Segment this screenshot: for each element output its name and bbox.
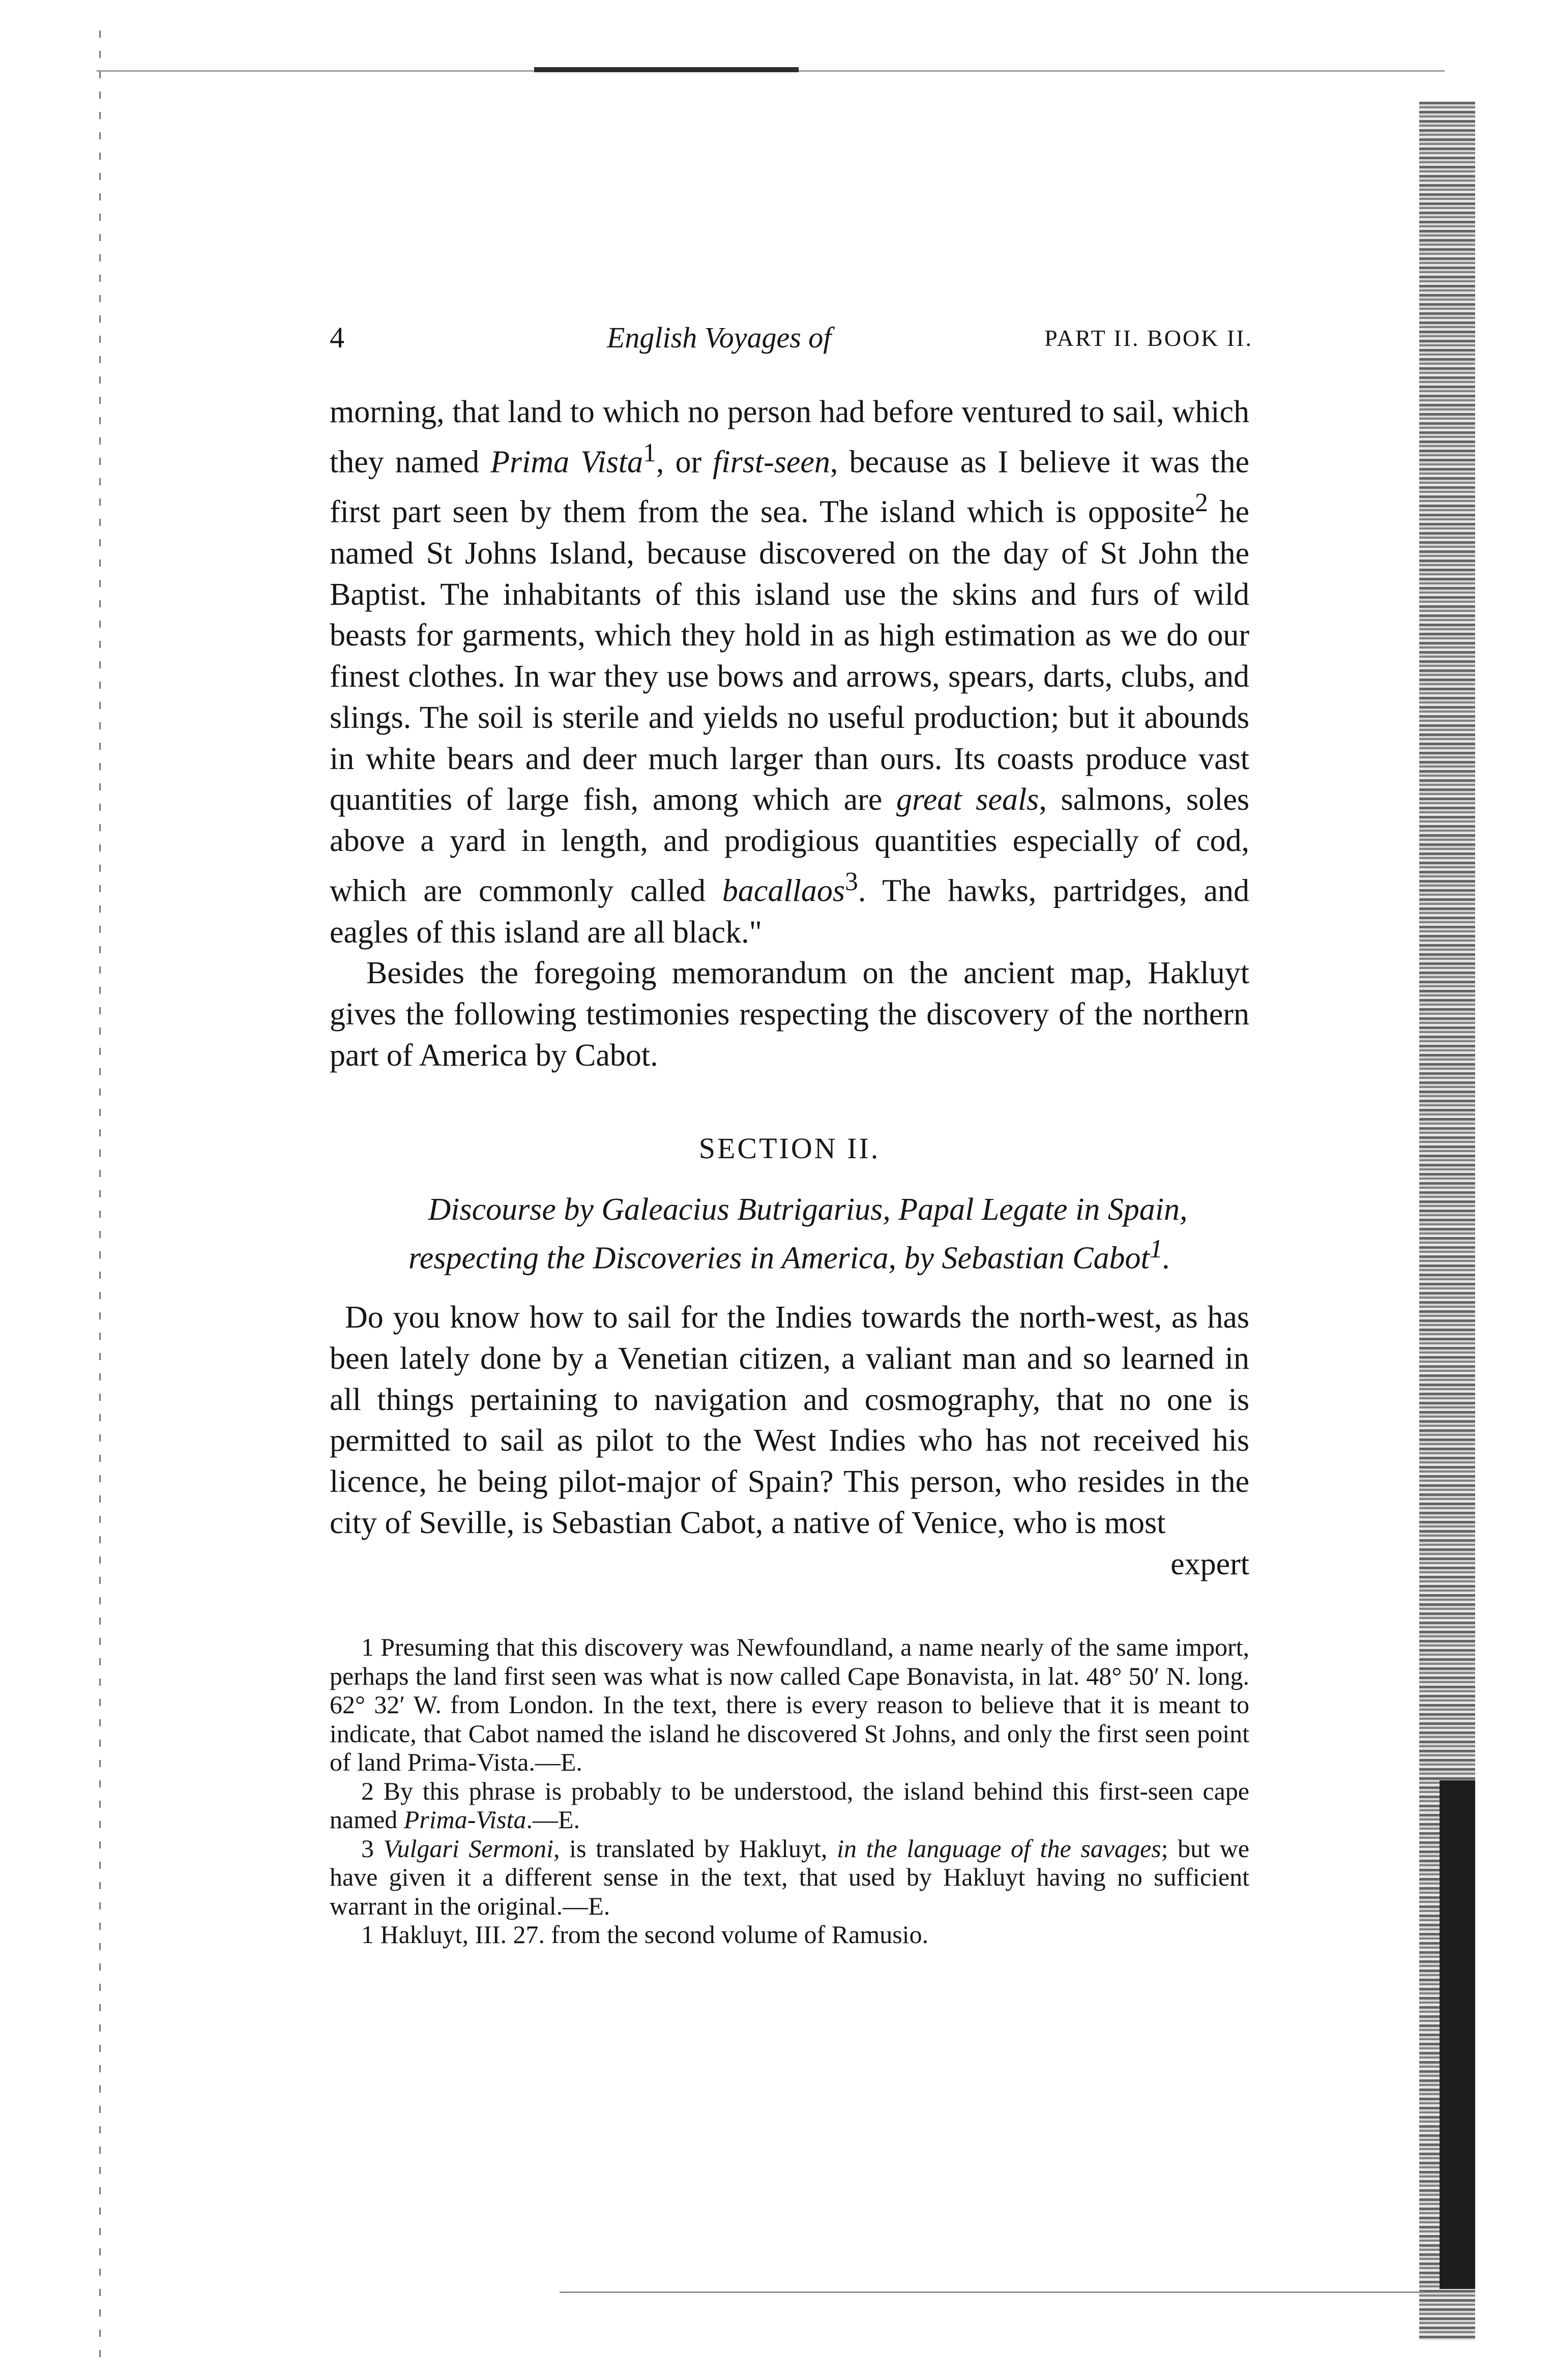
text-run: . The hawks, partridges, and eagles of this island are all black." (330, 873, 1249, 950)
section-heading: SECTION II. (698, 1132, 881, 1165)
opening-text (330, 392, 1249, 1076)
running-head (330, 320, 1253, 366)
discourse-text (330, 1297, 1249, 1585)
text-run: , is translated by Hakluyt, (553, 1834, 837, 1863)
term-bacallaos: bacallaos (722, 873, 845, 908)
part-book-label: PART II. BOOK II. (1044, 325, 1253, 351)
text-run: .—E. (526, 1805, 580, 1834)
term-vulgari-sermoni: Vulgari Sermoni (383, 1834, 554, 1863)
footnote-4: 1 Hakluyt, III. 27. from the second volume of Ramusio. (361, 1920, 929, 1949)
footnote-ref: 1 (643, 438, 656, 467)
footnotes (330, 1633, 1249, 1949)
footnote-ref: 2 (1195, 488, 1208, 518)
scan-right-shadow (1440, 1780, 1475, 2289)
paragraph-hakluyt: Besides the foregoing memorandum on the ancient map, Hakluyt gives the following testimonies respecting the discovery of the northern part of America by Cabot. (330, 956, 1249, 1073)
term-prima-vista: Prima Vista (490, 445, 643, 480)
term-language-of-savages: in the language of the savages (837, 1834, 1161, 1863)
scan-left-edge (99, 31, 101, 2370)
scan-top-mark (534, 67, 799, 72)
term-first-seen: first-seen (713, 445, 830, 480)
paragraph-discourse: Do you know how to sail for the Indies towards the north-west, as has been lately done by a Venetian citizen, a valiant man and so learned in all things pertaining to navigation and cosmography, that no one is permitted to sail as pilot to the West Indies who has not received his licence, he being pilot-major of Spain? This person, who resides in the city of Seville, is Sebastian Cabot, a native of Venice, who is most (330, 1300, 1249, 1540)
footnote-3 (330, 1834, 1249, 1921)
text-run: 3 (361, 1834, 384, 1863)
running-title: English Voyages of (607, 321, 832, 354)
page-number: 4 (330, 321, 344, 354)
footnote-ref: 3 (845, 867, 858, 897)
footnote-1: 1 Presuming that this discovery was Newfoundland, a name nearly of the same import, perhaps the land first seen was what is now called Cape Bonavista, in lat. 48° 50′ N. long. 62° 32′ W. from London. In the text, there is every reason to believe that it is meant to indicate, that Cabot named the island he discovered St Johns, and only the first seen point of land Prima-Vista.—E. (330, 1633, 1249, 1776)
catchword: expert (1170, 1546, 1249, 1581)
text-run: , salmons, soles above a yard in length, and prodigious quantities especially of cod, which are commonly called (330, 782, 1249, 908)
term-great-seals: great seals (896, 782, 1039, 817)
subtitle-text: Discourse by Galeacius Butrigarius, Papal Legate in Spain, respecting the Discoveries in America, by Sebastian Cabot (408, 1192, 1188, 1276)
section-subtitle (330, 1190, 1249, 1278)
term-prima-vista: Prima-Vista (403, 1805, 526, 1834)
paragraph-prima-vista (330, 392, 1249, 953)
subtitle-end: . (1162, 1241, 1171, 1276)
text-run: , or (656, 445, 713, 480)
text-run: morning, that land to which no person had before ventured to sail, which they named (330, 395, 1249, 480)
text-run: , because as I believe it was the first part seen by them from the sea. The island which is opposite (330, 445, 1249, 530)
text-run: he named St Johns Island, because discovered on the day of St John the Baptist. The inhabitants of this island use the skins and furs of wild beasts for garments, which they hold in as high estimation as we do our finest clothes. In war they use bows and arrows, spears, darts, clubs, and slings. The soil is sterile and yields no useful production; but it abounds in white bears and deer much larger than ours. Its coasts produce vast quantities of large fish, among which are (330, 494, 1249, 817)
section-header (330, 1128, 1249, 1278)
text-run: 2 By this phrase is probably to be understood, the island behind this first-seen cape named (330, 1776, 1249, 1834)
footnote-ref: 1 (1149, 1234, 1163, 1264)
text-run: ; but we have given it a different sense in the text, that used by Hakluyt having no sufficient warrant in the original.—E. (330, 1834, 1249, 1920)
scan-bottom-edge (560, 2291, 1424, 2293)
footnote-2 (330, 1777, 1249, 1834)
